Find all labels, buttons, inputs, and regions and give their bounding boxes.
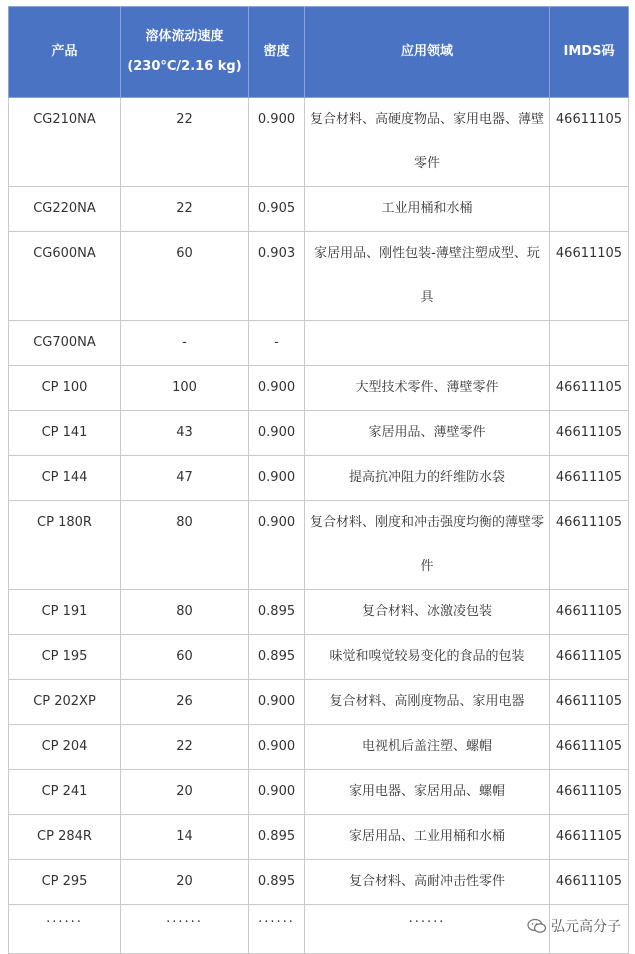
cell-product: CP 141 xyxy=(9,411,121,456)
cell-mfr: 60 xyxy=(121,635,249,680)
cell-application: 复合材料、刚度和冲击强度均衡的薄壁零件 xyxy=(305,501,550,590)
ellipsis-cell: ...... xyxy=(305,905,550,954)
cell-density: 0.900 xyxy=(249,725,305,770)
table-row xyxy=(9,815,629,860)
cell-application: 提高抗冲阻力的纤维防水袋 xyxy=(305,456,550,501)
header-mfr-line1: 溶体流动速度 xyxy=(145,29,224,44)
cell-density: 0.895 xyxy=(249,815,305,860)
cell-mfr: 47 xyxy=(121,456,249,501)
cell-density: 0.900 xyxy=(249,501,305,590)
cell-mfr: 20 xyxy=(121,770,249,815)
cell-imds: 46611105 xyxy=(550,411,629,456)
header-melt-flow-rate xyxy=(121,7,249,98)
cell-product: CG700NA xyxy=(9,321,121,366)
cell-application: 家居用品、刚性包装-薄壁注塑成型、玩具 xyxy=(305,232,550,321)
table-row xyxy=(9,770,629,815)
cell-product: CP 295 xyxy=(9,860,121,905)
cell-density: 0.900 xyxy=(249,456,305,501)
table-row xyxy=(9,411,629,456)
cell-imds: 46611105 xyxy=(550,98,629,187)
header-application: 应用领域 xyxy=(305,7,550,98)
cell-imds xyxy=(550,321,629,366)
table-row xyxy=(9,725,629,770)
header-product: 产品 xyxy=(9,7,121,98)
cell-product: CP 284R xyxy=(9,815,121,860)
cell-mfr: 22 xyxy=(121,98,249,187)
cell-product: CG210NA xyxy=(9,98,121,187)
cell-imds: 46611105 xyxy=(550,501,629,590)
cell-density: 0.900 xyxy=(249,98,305,187)
header-density: 密度 xyxy=(249,7,305,98)
cell-density: 0.895 xyxy=(249,635,305,680)
cell-product: CP 191 xyxy=(9,590,121,635)
table-row xyxy=(9,366,629,411)
cell-imds: 46611105 xyxy=(550,680,629,725)
watermark-text: 弘元高分子 xyxy=(551,919,621,935)
cell-application: 复合材料、高耐冲击性零件 xyxy=(305,860,550,905)
cell-application: 复合材料、高硬度物品、家用电器、薄壁零件 xyxy=(305,98,550,187)
ellipsis-cell: ...... xyxy=(9,905,121,954)
cell-product: CP 100 xyxy=(9,366,121,411)
cell-imds: 46611105 xyxy=(550,366,629,411)
cell-imds: 46611105 xyxy=(550,815,629,860)
cell-density: - xyxy=(249,321,305,366)
product-spec-table xyxy=(8,6,629,954)
cell-mfr: 22 xyxy=(121,187,249,232)
table-row xyxy=(9,680,629,725)
cell-application: 家居用品、工业用桶和水桶 xyxy=(305,815,550,860)
table-row xyxy=(9,232,629,321)
table-row xyxy=(9,635,629,680)
cell-imds: 46611105 xyxy=(550,635,629,680)
watermark xyxy=(527,916,621,936)
cell-application: 家居用品、薄壁零件 xyxy=(305,411,550,456)
table-row xyxy=(9,321,629,366)
cell-product: CP 241 xyxy=(9,770,121,815)
cell-product: CP 195 xyxy=(9,635,121,680)
cell-application: 电视机后盖注塑、螺帽 xyxy=(305,725,550,770)
cell-density: 0.905 xyxy=(249,187,305,232)
wechat-icon xyxy=(527,918,547,934)
cell-application: 大型技术零件、薄壁零件 xyxy=(305,366,550,411)
table-row xyxy=(9,501,629,590)
cell-density: 0.900 xyxy=(249,680,305,725)
cell-product: CG220NA xyxy=(9,187,121,232)
cell-mfr: 20 xyxy=(121,860,249,905)
cell-density: 0.900 xyxy=(249,770,305,815)
cell-application: 工业用桶和水桶 xyxy=(305,187,550,232)
cell-imds: 46611105 xyxy=(550,725,629,770)
cell-mfr: 80 xyxy=(121,590,249,635)
cell-mfr: 80 xyxy=(121,501,249,590)
cell-product: CP 180R xyxy=(9,501,121,590)
header-mfr-line2: (230°C/2.16 kg) xyxy=(127,59,242,74)
cell-product: CP 202XP xyxy=(9,680,121,725)
table-row xyxy=(9,860,629,905)
cell-imds: 46611105 xyxy=(550,456,629,501)
cell-product: CP 144 xyxy=(9,456,121,501)
cell-mfr: 14 xyxy=(121,815,249,860)
cell-imds: 46611105 xyxy=(550,770,629,815)
table-row xyxy=(9,187,629,232)
cell-product: CP 204 xyxy=(9,725,121,770)
cell-application xyxy=(305,321,550,366)
cell-application: 家用电器、家居用品、螺帽 xyxy=(305,770,550,815)
cell-density: 0.900 xyxy=(249,411,305,456)
cell-application: 复合材料、冰激凌包装 xyxy=(305,590,550,635)
cell-product: CG600NA xyxy=(9,232,121,321)
table-row xyxy=(9,98,629,187)
ellipsis-cell: ...... xyxy=(249,905,305,954)
cell-density: 0.895 xyxy=(249,860,305,905)
table-row xyxy=(9,590,629,635)
table-header-row xyxy=(9,7,629,98)
cell-mfr: 43 xyxy=(121,411,249,456)
cell-density: 0.895 xyxy=(249,590,305,635)
cell-mfr: 100 xyxy=(121,366,249,411)
cell-density: 0.900 xyxy=(249,366,305,411)
cell-imds: 46611105 xyxy=(550,232,629,321)
cell-mfr: 22 xyxy=(121,725,249,770)
header-imds: IMDS码 xyxy=(550,7,629,98)
cell-application: 复合材料、高刚度物品、家用电器 xyxy=(305,680,550,725)
cell-mfr: 26 xyxy=(121,680,249,725)
ellipsis-cell: ...... xyxy=(121,905,249,954)
cell-imds: 46611105 xyxy=(550,590,629,635)
cell-imds: 46611105 xyxy=(550,860,629,905)
cell-mfr: - xyxy=(121,321,249,366)
cell-application: 味觉和嗅觉较易变化的食品的包装 xyxy=(305,635,550,680)
cell-imds xyxy=(550,187,629,232)
cell-density: 0.903 xyxy=(249,232,305,321)
table-row xyxy=(9,456,629,501)
cell-mfr: 60 xyxy=(121,232,249,321)
